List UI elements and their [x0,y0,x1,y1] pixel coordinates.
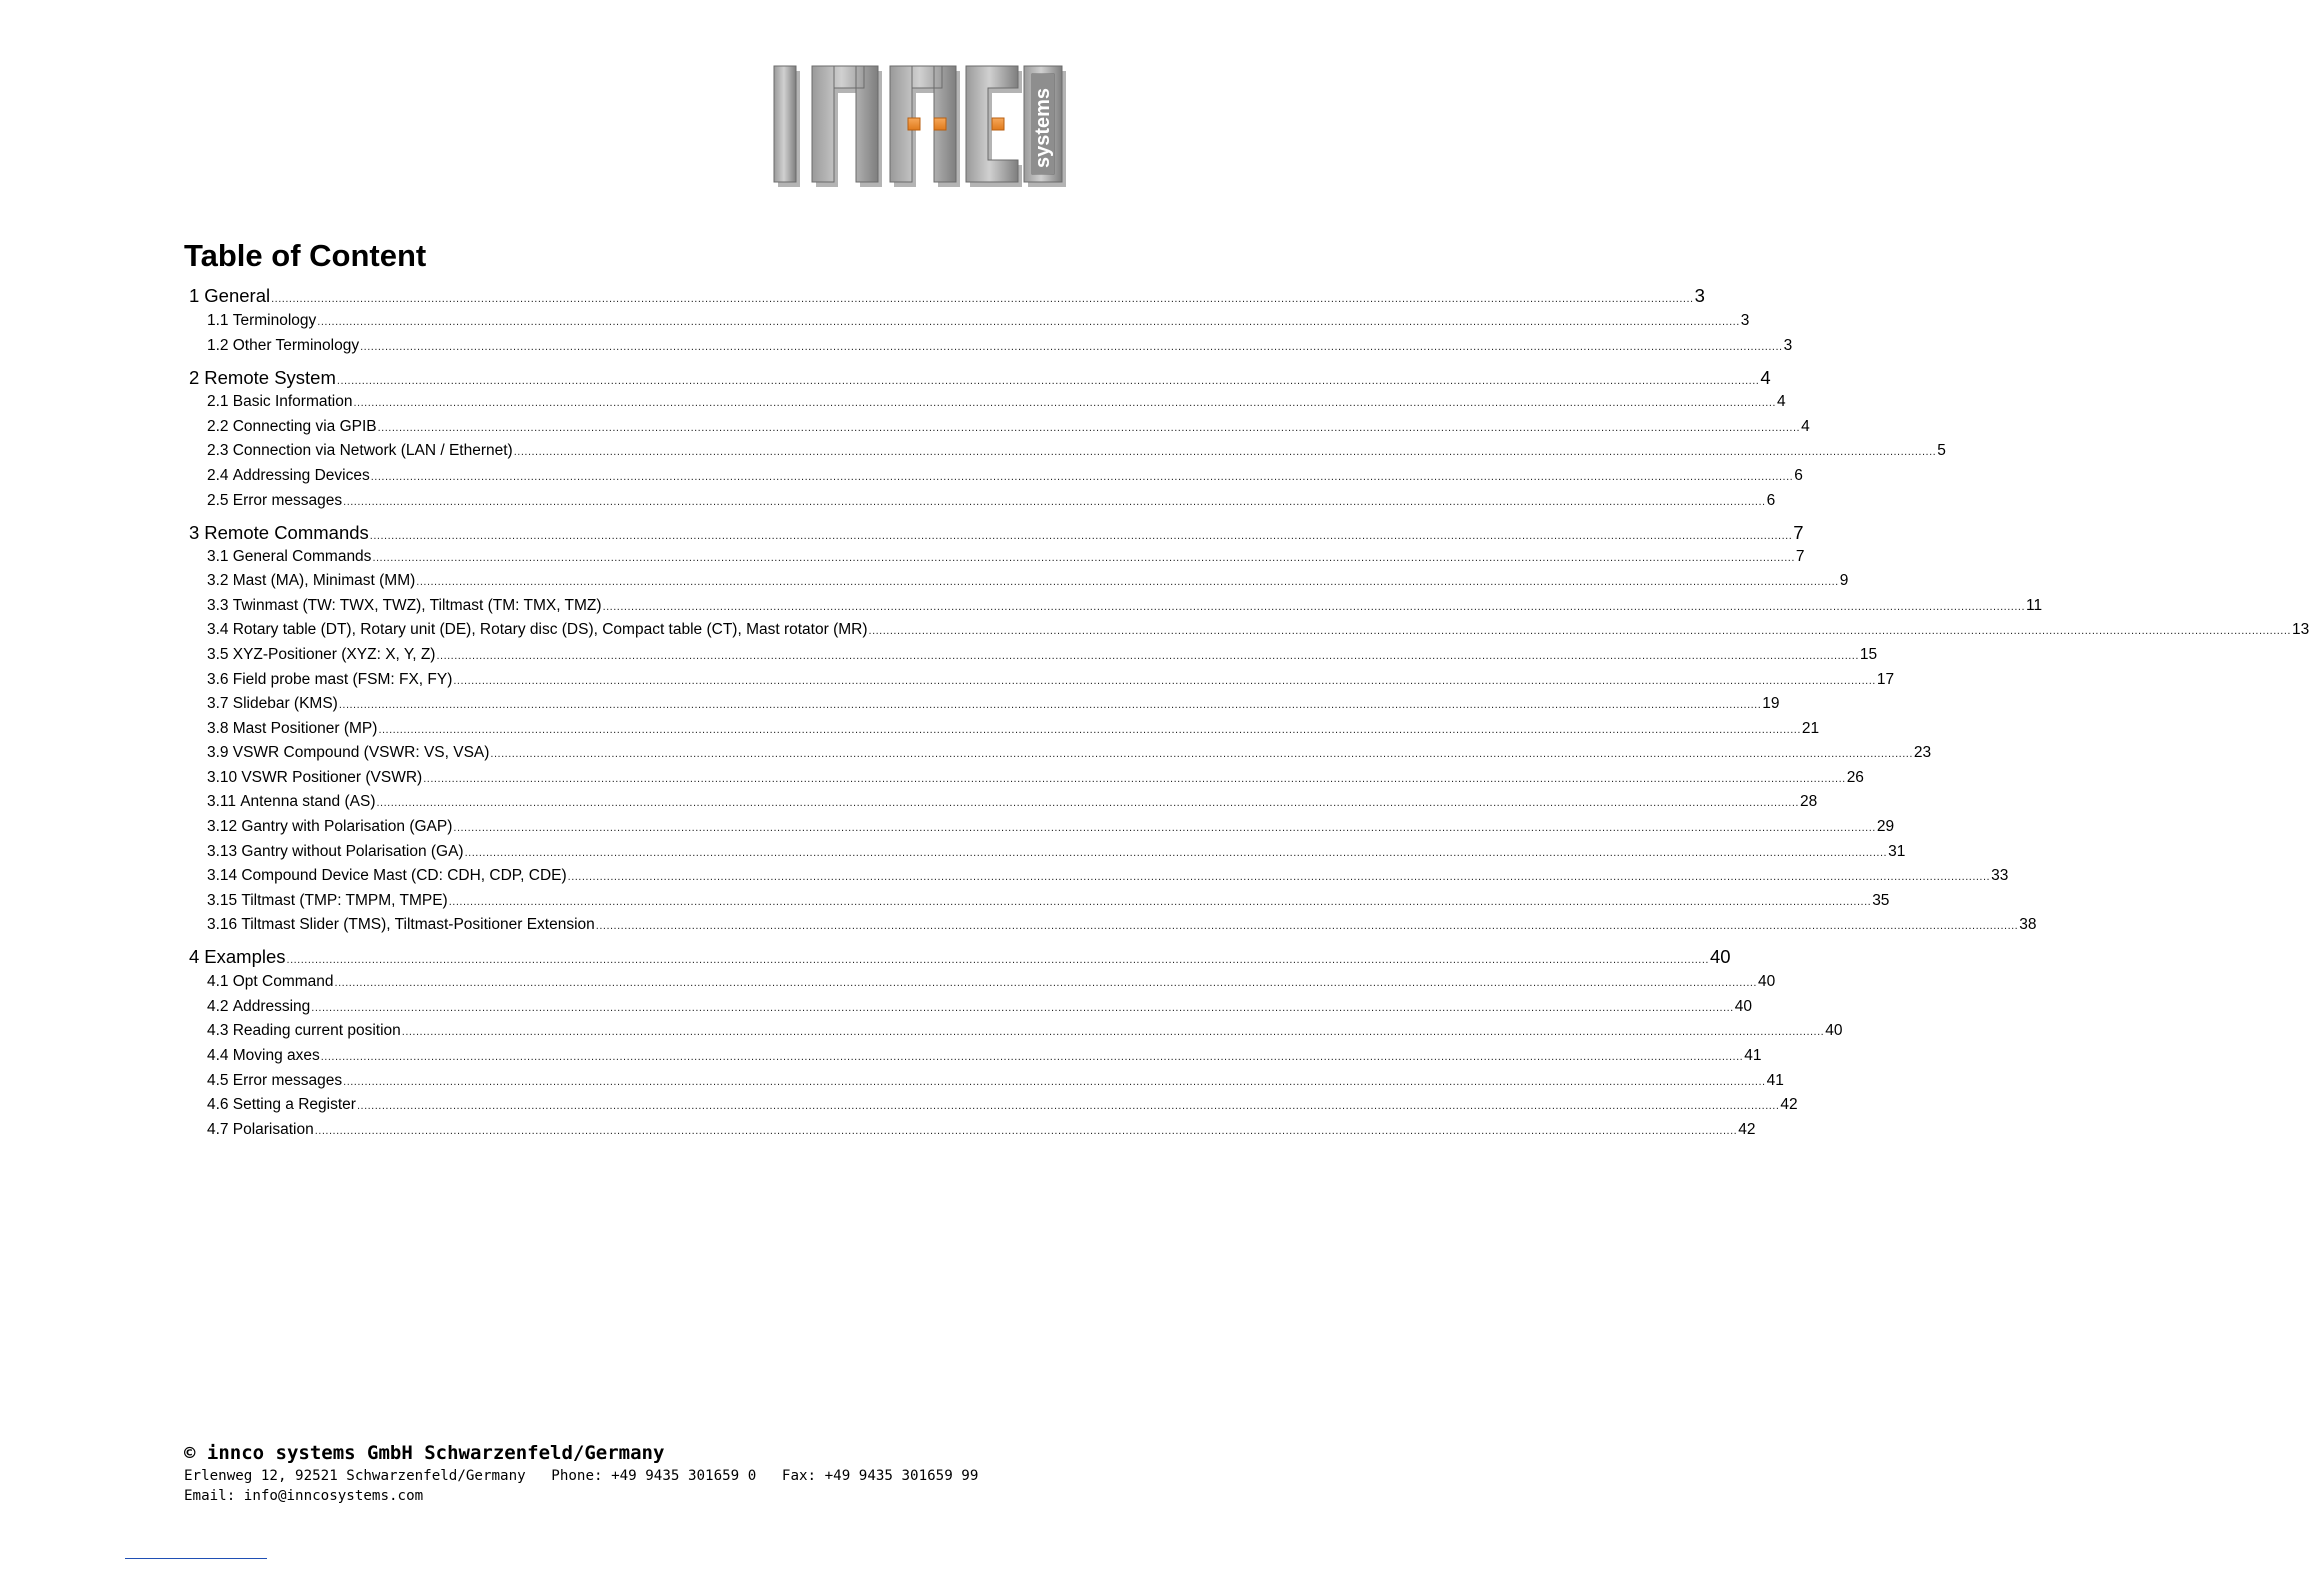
footer-rule [125,1558,267,1559]
toc-entry-number: 4.7 [207,1121,229,1138]
toc-entry-title: Field probe mast (FSM: FX, FY) [232,671,453,688]
toc-entry-number: 3.9 [207,744,229,761]
toc-dot-leader: ................................................................................................................................................................................................................................................................................................................................................................................................................ [336,375,1760,387]
toc-entry-number: 4.2 [207,998,229,1015]
toc-dot-leader: ................................................................................................................................................................................................................................................................................................................................................................................................................ [377,422,1801,434]
toc-dot-leader: ................................................................................................................................................................................................................................................................................................................................................................................................................ [401,1026,1825,1038]
toc-entry-title: Mast Positioner (MP) [232,720,378,737]
toc-dot-leader: ................................................................................................................................................................................................................................................................................................................................................................................................................ [868,625,2291,637]
toc-entry-number: 4.3 [207,1022,229,1039]
toc-entry-page: 6 [1766,492,1776,509]
toc-entry-page: 15 [1859,646,1878,663]
toc-dot-leader: ................................................................................................................................................................................................................................................................................................................................................................................................................ [602,601,2026,613]
toc-dot-leader: ................................................................................................................................................................................................................................................................................................................................................................................................................ [378,724,1801,736]
toc-entry-title: Basic Information [232,393,353,410]
toc-chapter-entry[interactable] [189,945,1731,969]
toc-entry-title: Moving axes [232,1047,320,1064]
toc-entry-page: 28 [1799,793,1818,810]
toc-dot-leader: ................................................................................................................................................................................................................................................................................................................................................................................................................ [370,471,1794,483]
toc-entry-page: 4 [1760,367,1771,388]
toc-entry-page: 3 [1740,312,1750,329]
toc-section-entry[interactable] [207,718,1820,739]
toc-entry-number: 3.6 [207,671,229,688]
toc-entry-title: Connection via Network (LAN / Ethernet) [232,442,513,459]
toc-entry-number: 4.5 [207,1072,229,1089]
toc-entry-page: 3 [1783,337,1793,354]
toc-entry-number: 4.1 [207,973,229,990]
toc-entry-number: 2 [189,367,200,388]
toc-entry-title: Rotary table (DT), Rotary unit (DE), Rotary disc (DS), Compact table (CT), Mast rotator (MR) [232,621,868,638]
toc-entry-number: 4.4 [207,1047,229,1064]
toc-entry-number: 1 [189,285,200,306]
toc-entry-title: Remote Commands [204,522,369,543]
toc-entry-page: 29 [1876,818,1895,835]
toc-entry-page: 26 [1846,769,1864,786]
toc-entry-title: Slidebar (KMS) [232,695,338,712]
toc-entry-number: 3.13 [207,843,238,860]
toc-dot-leader: ................................................................................................................................................................................................................................................................................................................................................................................................................ [372,552,1795,564]
toc-dot-leader: ................................................................................................................................................................................................................................................................................................................................................................................................................ [271,293,1694,305]
toc-entry-number: 3 [189,522,200,543]
toc-dot-leader: ................................................................................................................................................................................................................................................................................................................................................................................................................ [595,920,2019,932]
toc-entry-page: 4 [1801,418,1810,435]
toc-section-entry[interactable] [207,1045,1762,1066]
toc-dot-leader: ................................................................................................................................................................................................................................................................................................................................................................................................................ [453,822,1876,834]
toc-chapter-entry[interactable] [189,366,1771,390]
toc-section-entry[interactable] [207,570,1849,591]
toc-section-entry[interactable] [207,1070,1784,1091]
toc-entry-number: 2.2 [207,418,229,435]
toc-entry-title: Connecting via GPIB [232,418,377,435]
footer-address: Erlenweg 12, 92521 Schwarzenfeld/Germany Phone: +49 9435 301659 0 Fax: +49 9435 301659 99 [184,1468,979,1484]
toc-entry-page: 40 [1709,946,1731,967]
toc-section-entry[interactable] [207,416,1810,437]
toc-dot-leader: ................................................................................................................................................................................................................................................................................................................................................................................................................ [453,675,1876,687]
toc-dot-leader: ................................................................................................................................................................................................................................................................................................................................................................................................................ [334,977,1757,989]
toc-dot-leader: ................................................................................................................................................................................................................................................................................................................................................................................................................ [343,1076,1766,1088]
toc-dot-leader: ................................................................................................................................................................................................................................................................................................................................................................................................................ [376,797,1799,809]
toc-section-entry[interactable] [207,1020,1843,1041]
toc-section-entry[interactable] [207,310,1750,331]
toc-entry-page: 11 [2026,597,2043,614]
footer [184,1440,1084,1506]
toc-entry-page: 38 [2019,916,2037,933]
toc-entry-title: Gantry with Polarisation (GAP) [241,818,453,835]
toc-section-entry[interactable] [207,767,1864,788]
toc-section-entry[interactable] [207,440,1946,461]
toc-entry-number: 1.1 [207,312,229,329]
toc-entry-page: 5 [1937,442,1946,459]
footer-email: Email: info@inncosystems.com [184,1488,424,1504]
toc-entry-title: Error messages [232,1072,343,1089]
toc-entry-title: XYZ-Positioner (XYZ: X, Y, Z) [232,646,436,663]
toc-entry-number: 4.6 [207,1096,229,1113]
toc-entry-number: 3.1 [207,548,229,565]
toc-entry-page: 41 [1766,1072,1784,1089]
toc-entry-page: 3 [1694,285,1705,306]
toc-dot-leader: ................................................................................................................................................................................................................................................................................................................................................................................................................ [416,576,1839,588]
toc-entry-page: 13 [2291,621,2309,638]
toc-entry-title: VSWR Positioner (VSWR) [241,769,423,786]
toc-section-entry[interactable] [207,490,1776,511]
toc-dot-leader: ................................................................................................................................................................................................................................................................................................................................................................................................................ [356,1100,1780,1112]
toc-entry-page: 7 [1795,548,1805,565]
toc-entry-number: 4 [189,946,200,967]
toc-dot-leader: ................................................................................................................................................................................................................................................................................................................................................................................................................ [567,871,1991,883]
toc-entry-number: 2.5 [207,492,229,509]
toc-section-entry[interactable] [207,619,2309,640]
toc-entry-title: Reading current position [232,1022,401,1039]
toc-entry-title: Polarisation [232,1121,314,1138]
toc-entry-number: 2.1 [207,393,229,410]
toc-section-entry[interactable] [207,1119,1756,1140]
toc-title: Table of Content [184,238,427,273]
toc-entry-number: 3.7 [207,695,229,712]
toc-section-entry[interactable] [207,865,2009,886]
toc-section-entry[interactable] [207,890,1890,911]
toc-entry-title: Tiltmast (TMP: TMPM, TMPE) [241,892,448,909]
toc-entry-title: Gantry without Polarisation (GA) [241,843,464,860]
toc-entry-page: 42 [1738,1121,1756,1138]
toc-entry-page: 21 [1801,720,1820,737]
toc-entry-page: 23 [1913,744,1932,761]
toc-entry-title: Other Terminology [232,337,360,354]
footer-company: © innco systems GmbH Schwarzenfeld/Germany [184,1442,665,1464]
toc-section-entry[interactable] [207,816,1895,837]
toc-entry-page: 33 [1991,867,2009,884]
toc-entry-title: Mast (MA), Minimast (MM) [232,572,416,589]
toc-dot-leader: ................................................................................................................................................................................................................................................................................................................................................................................................................ [353,397,1776,409]
toc-entry-number: 3.14 [207,867,238,884]
toc-entry-title: Addressing Devices [232,467,370,484]
toc-entry-number: 1.2 [207,337,229,354]
toc-entry-number: 2.3 [207,442,229,459]
toc-dot-leader: ................................................................................................................................................................................................................................................................................................................................................................................................................ [448,896,1872,908]
toc-dot-leader: ................................................................................................................................................................................................................................................................................................................................................................................................................ [343,496,1766,508]
toc-dot-leader: ................................................................................................................................................................................................................................................................................................................................................................................................................ [311,1002,1734,1014]
toc-section-entry[interactable] [207,914,2037,935]
toc-entry-title: Twinmast (TW: TWX, TWZ), Tiltmast (TM: TMX, TMZ) [232,597,602,614]
toc-entry-title: Setting a Register [232,1096,356,1113]
toc-entry-title: Remote System [204,367,336,388]
toc-entry-page: 40 [1758,973,1776,990]
toc-entry-page: 40 [1825,1022,1843,1039]
toc-entry-page: 9 [1839,572,1849,589]
toc-entry-title: Terminology [232,312,317,329]
toc-section-entry[interactable] [207,693,1780,714]
toc-chapter-entry[interactable] [189,521,1804,545]
toc-dot-leader: ................................................................................................................................................................................................................................................................................................................................................................................................................ [360,341,1783,353]
toc-section-entry[interactable] [207,996,1752,1017]
toc-entry-title: General [204,285,271,306]
logo-systems-text: systems [1032,87,1054,168]
toc-dot-leader: ................................................................................................................................................................................................................................................................................................................................................................................................................ [436,650,1859,662]
toc-section-entry[interactable] [207,669,1895,690]
toc-section-entry[interactable] [207,971,1776,992]
toc-entry-title: Antenna stand (AS) [240,793,376,810]
toc-dot-leader: ................................................................................................................................................................................................................................................................................................................................................................................................................ [314,1125,1738,1137]
toc-entry-number: 3.8 [207,720,229,737]
toc-section-entry[interactable] [207,465,1803,486]
toc-dot-leader: ................................................................................................................................................................................................................................................................................................................................................................................................................ [464,847,1888,859]
toc-section-entry[interactable] [207,1094,1798,1115]
toc-chapter-entry[interactable] [189,284,1705,308]
toc-section-entry[interactable] [207,546,1805,567]
toc-dot-leader: ................................................................................................................................................................................................................................................................................................................................................................................................................ [317,316,1740,328]
toc-dot-leader: ................................................................................................................................................................................................................................................................................................................................................................................................................ [369,530,1793,542]
toc-entry-page: 41 [1744,1047,1762,1064]
toc-entry-number: 3.11 [207,793,237,810]
toc-entry-title: Addressing [232,998,311,1015]
toc-dot-leader: ................................................................................................................................................................................................................................................................................................................................................................................................................ [286,954,1709,966]
toc-entry-page: 35 [1872,892,1890,909]
toc-entry-number: 2.4 [207,467,229,484]
toc-section-entry[interactable] [207,841,1906,862]
toc-section-entry[interactable] [207,742,1932,763]
toc-entry-title: Opt Command [232,973,334,990]
toc-entry-page: 7 [1793,522,1804,543]
toc-entry-page: 42 [1780,1096,1798,1113]
toc-dot-leader: ................................................................................................................................................................................................................................................................................................................................................................................................................ [490,748,1913,760]
toc-section-entry[interactable] [207,644,1878,665]
toc-dot-leader: ................................................................................................................................................................................................................................................................................................................................................................................................................ [423,773,1846,785]
toc-section-entry[interactable] [207,335,1793,356]
toc-dot-leader: ................................................................................................................................................................................................................................................................................................................................................................................................................ [338,699,1762,711]
toc-dot-leader: ................................................................................................................................................................................................................................................................................................................................................................................................................ [513,446,1937,458]
toc-entry-page: 19 [1762,695,1780,712]
toc-section-entry[interactable] [207,391,1786,412]
toc-entry-title: VSWR Compound (VSWR: VS, VSA) [232,744,490,761]
toc-entry-number: 3.5 [207,646,229,663]
toc-entry-page: 40 [1734,998,1752,1015]
toc-entry-page: 6 [1794,467,1803,484]
toc-entry-title: General Commands [232,548,372,565]
toc-entry-page: 31 [1888,843,1906,860]
toc-section-entry[interactable] [207,791,1818,812]
toc-entry-title: Compound Device Mast (CD: CDH, CDP, CDE) [241,867,567,884]
toc-entry-page: 17 [1876,671,1895,688]
toc-entry-number: 3.4 [207,621,229,638]
toc-entry-number: 3.12 [207,818,238,835]
toc-entry-number: 3.15 [207,892,238,909]
toc-entry-number: 3.16 [207,916,238,933]
toc-entry-number: 3.10 [207,769,238,786]
toc-entry-number: 3.2 [207,572,229,589]
toc-entry-title: Error messages [232,492,343,509]
toc-dot-leader: ................................................................................................................................................................................................................................................................................................................................................................................................................ [320,1051,1744,1063]
toc-entry-title: Tiltmast Slider (TMS), Tiltmast-Positioner Extension [241,916,595,933]
toc-entry-number: 3.3 [207,597,229,614]
toc-entry-page: 4 [1776,393,1786,410]
toc-entry-title: Examples [204,946,286,967]
toc-section-entry[interactable] [207,595,2043,616]
